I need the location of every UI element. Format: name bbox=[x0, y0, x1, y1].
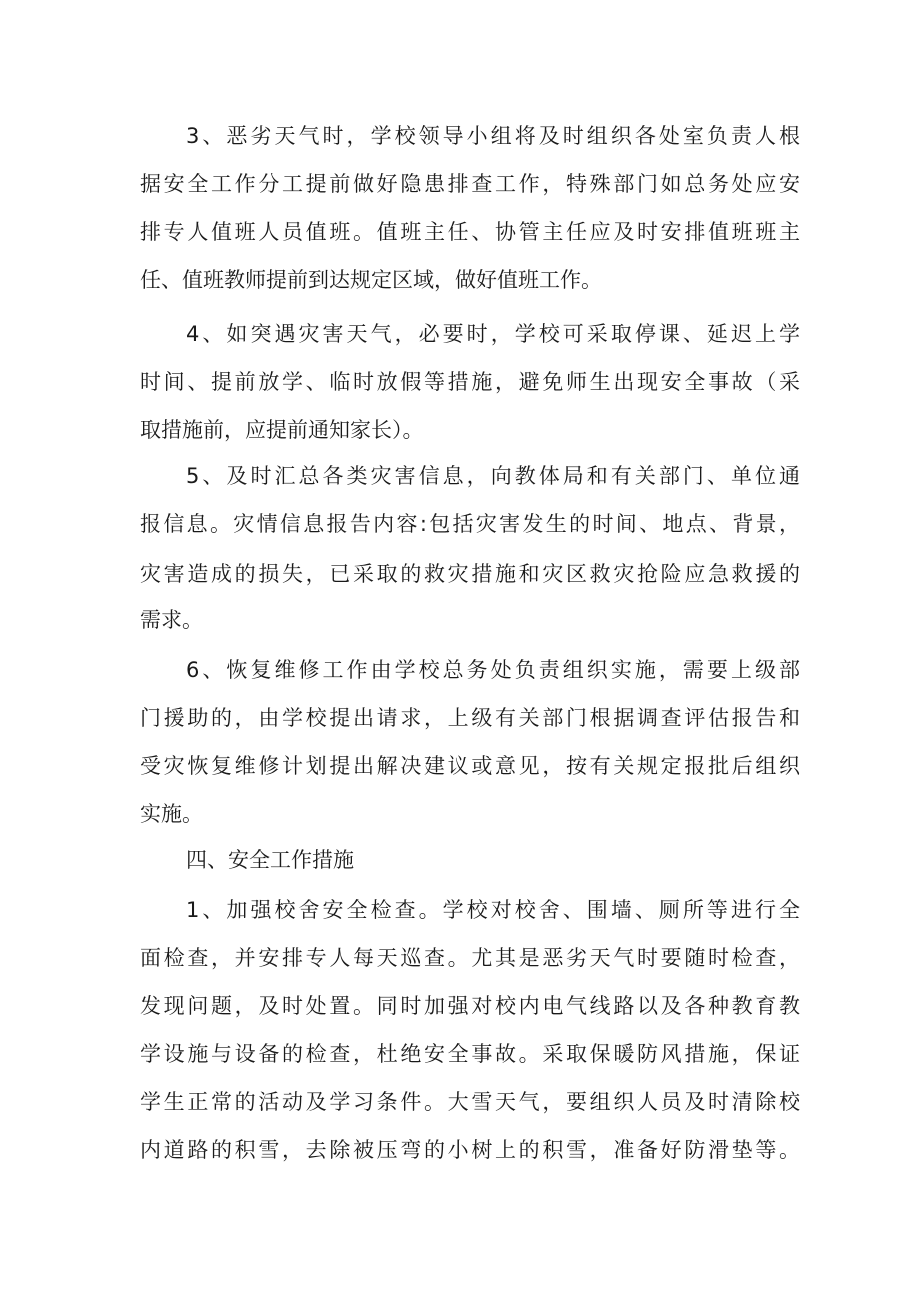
measure-1-line-4: 学设施与设备的检查，杜绝安全事故。采取保暖防风措施，保证 bbox=[140, 1042, 800, 1066]
measure-1-line-6: 内道路的积雪，去除被压弯的小树上的积雪，准备好防滑垫等。 bbox=[140, 1138, 800, 1162]
measure-1-line-3: 发现问题，及时处置。同时加强对校内电气线路以及各种教育教 bbox=[140, 994, 800, 1018]
paragraph-4-line-3: 取措施前，应提前通知家长）。 bbox=[140, 418, 424, 442]
paragraph-3-line-4: 任、值班教师提前到达规定区域，做好值班工作。 bbox=[140, 268, 602, 292]
measure-1-line-5: 学生正常的活动及学习条件。大雪天气，要组织人员及时清除校 bbox=[140, 1090, 800, 1114]
paragraph-4-line-2: 时间、提前放学、临时放假等措施，避免师生出现安全事故（采 bbox=[140, 370, 800, 394]
measure-1-line-2: 面检查，并安排专人每天巡查。尤其是恶劣天气时要随时检查， bbox=[140, 946, 800, 970]
paragraph-6-line-1: 6、恢复维修工作由学校总务处负责组织实施，需要上级部 bbox=[186, 658, 800, 682]
section-heading: 四、安全工作措施 bbox=[186, 848, 354, 872]
paragraph-4-line-1: 4、如突遇灾害天气，必要时，学校可采取停课、延迟上学 bbox=[186, 322, 800, 346]
paragraph-6-line-3: 受灾恢复维修计划提出解决建议或意见，按有关规定报批后组织 bbox=[140, 754, 800, 778]
paragraph-5-line-4: 需求。 bbox=[140, 608, 203, 632]
paragraph-3-line-1: 3、恶劣天气时，学校领导小组将及时组织各处室负责人根 bbox=[186, 124, 800, 148]
paragraph-6-line-2: 门援助的，由学校提出请求，上级有关部门根据调查评估报告和 bbox=[140, 706, 800, 730]
paragraph-5-line-1: 5、及时汇总各类灾害信息，向教体局和有关部门、单位通 bbox=[186, 464, 800, 488]
measure-1-line-1: 1、加强校舍安全检查。学校对校舍、围墙、厕所等进行全 bbox=[186, 898, 800, 922]
paragraph-5-line-3: 灾害造成的损失，已采取的救灾措施和灾区救灾抢险应急救援的 bbox=[140, 562, 800, 586]
paragraph-3-line-3: 排专人值班人员值班。值班主任、协管主任应及时安排值班班主 bbox=[140, 220, 800, 244]
paragraph-5-line-2: 报信息。灾情信息报告内容:包括灾害发生的时间、地点、背景， bbox=[140, 512, 800, 536]
paragraph-3-line-2: 据安全工作分工提前做好隐患排查工作，特殊部门如总务处应安 bbox=[140, 172, 800, 196]
paragraph-6-line-4: 实施。 bbox=[140, 802, 203, 826]
